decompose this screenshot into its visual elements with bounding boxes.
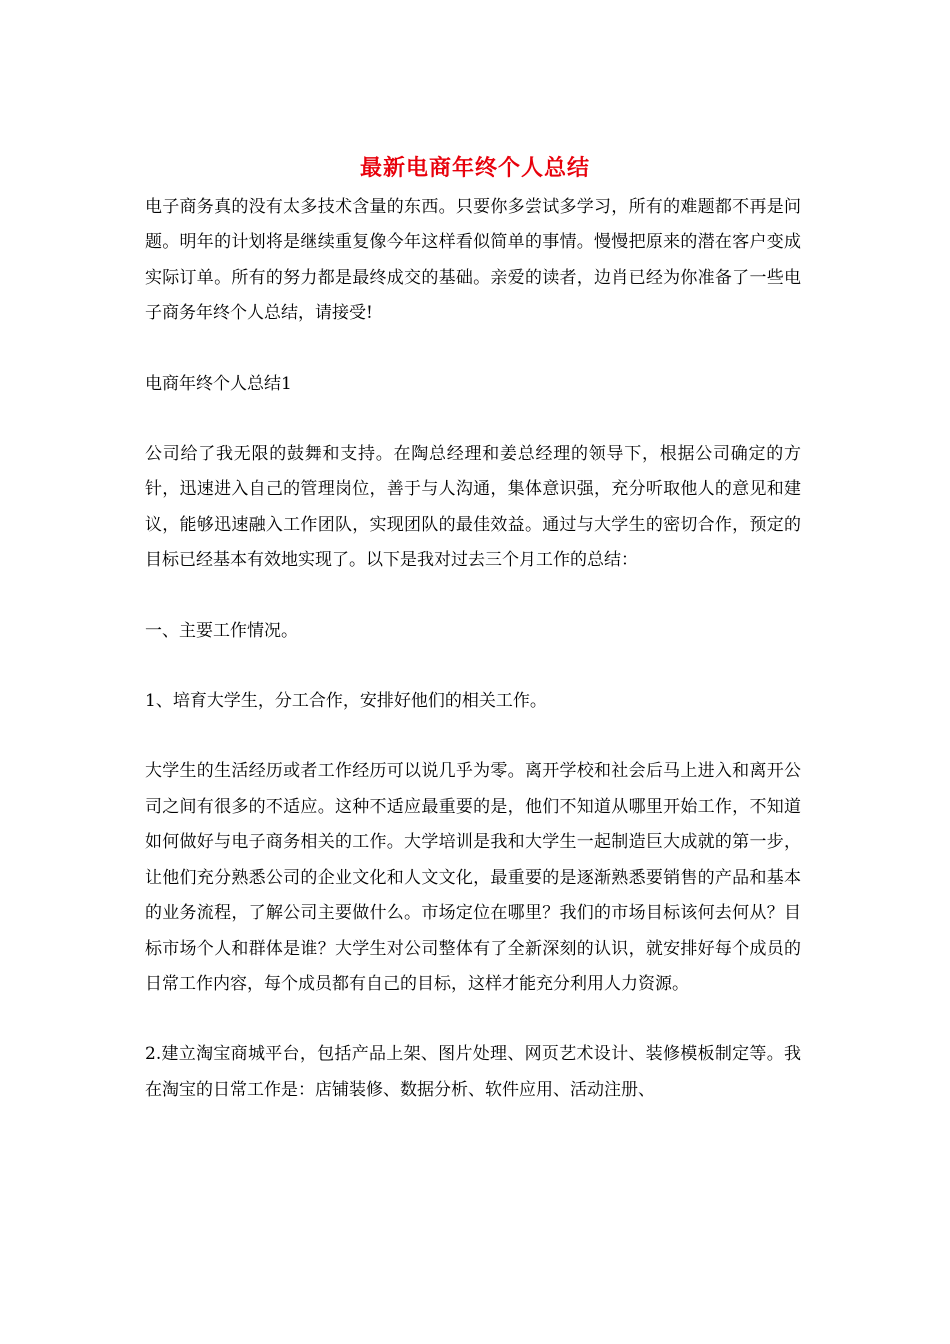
item-paragraph: 2.建立淘宝商城平台，包括产品上架、图片处理、网页艺术设计、装修模板制定等。我在淘宝的日常工作是：店铺装修、数据分析、软件应用、活动注册、 (145, 1044, 801, 1100)
document-title: 最新电商年终个人总结 (359, 155, 590, 181)
item-paragraph: 大学生的生活经历或者工作经历可以说几乎为零。离开学校和社会后马上进入和离开公司之间有很多的不适应。这种不适应最重要的是，他们不知道从哪里开始工作，不知道如何做好与电子商务相关的工作。大学培训是我和大学生一起制造巨大成就的第一步，让他们充分熟悉公司的企业文化和人文文化，最重要的是逐渐熟悉要销售的产品和基本的业务流程，了解公司主要做什么。市场定位在哪里？我们的市场目标该何去何从？目标市场个人和群体是谁？大学生对公司整体有了全新深刻的认识，就安排好每个成员的日常工作内容，每个成员都有自己的目标，这样才能充分利用人力资源。 (145, 761, 801, 994)
spacer (145, 579, 801, 614)
item-heading: 1、培育大学生，分工合作，安排好他们的相关工作。 (145, 691, 547, 712)
intro-paragraph: 电子商务真的没有太多技术含量的东西。只要你多尝试多学习，所有的难题都不再是问题。明年的计划将是继续重复像今年这样看似简单的事情。慢慢把原来的潜在客户变成实际订单。所有的努力都是最终成交的基础。亲爱的读者，边肖已经为你准备了一些电子商务年终个人总结，请接受! (145, 197, 801, 324)
section-paragraph: 公司给了我无限的鼓舞和支持。在陶总经理和姜总经理的领导下，根据公司确定的方针，迅速进入自己的管理岗位，善于与人沟通，集体意识强，充分听取他人的意见和建议，能够迅速融入工作团队，实现团队的最佳效益。通过与大学生的密切合作，预定的目标已经基本有效地实现了。以下是我对过去三个月工作的总结： (145, 444, 801, 571)
spacer (145, 1002, 801, 1037)
spacer (145, 332, 801, 367)
spacer (145, 649, 801, 684)
part-heading: 一、主要工作情况。 (145, 620, 298, 641)
spacer (145, 402, 801, 437)
document-body (145, 190, 801, 1108)
spacer (145, 719, 801, 754)
section-heading: 电商年终个人总结1 (145, 373, 292, 394)
